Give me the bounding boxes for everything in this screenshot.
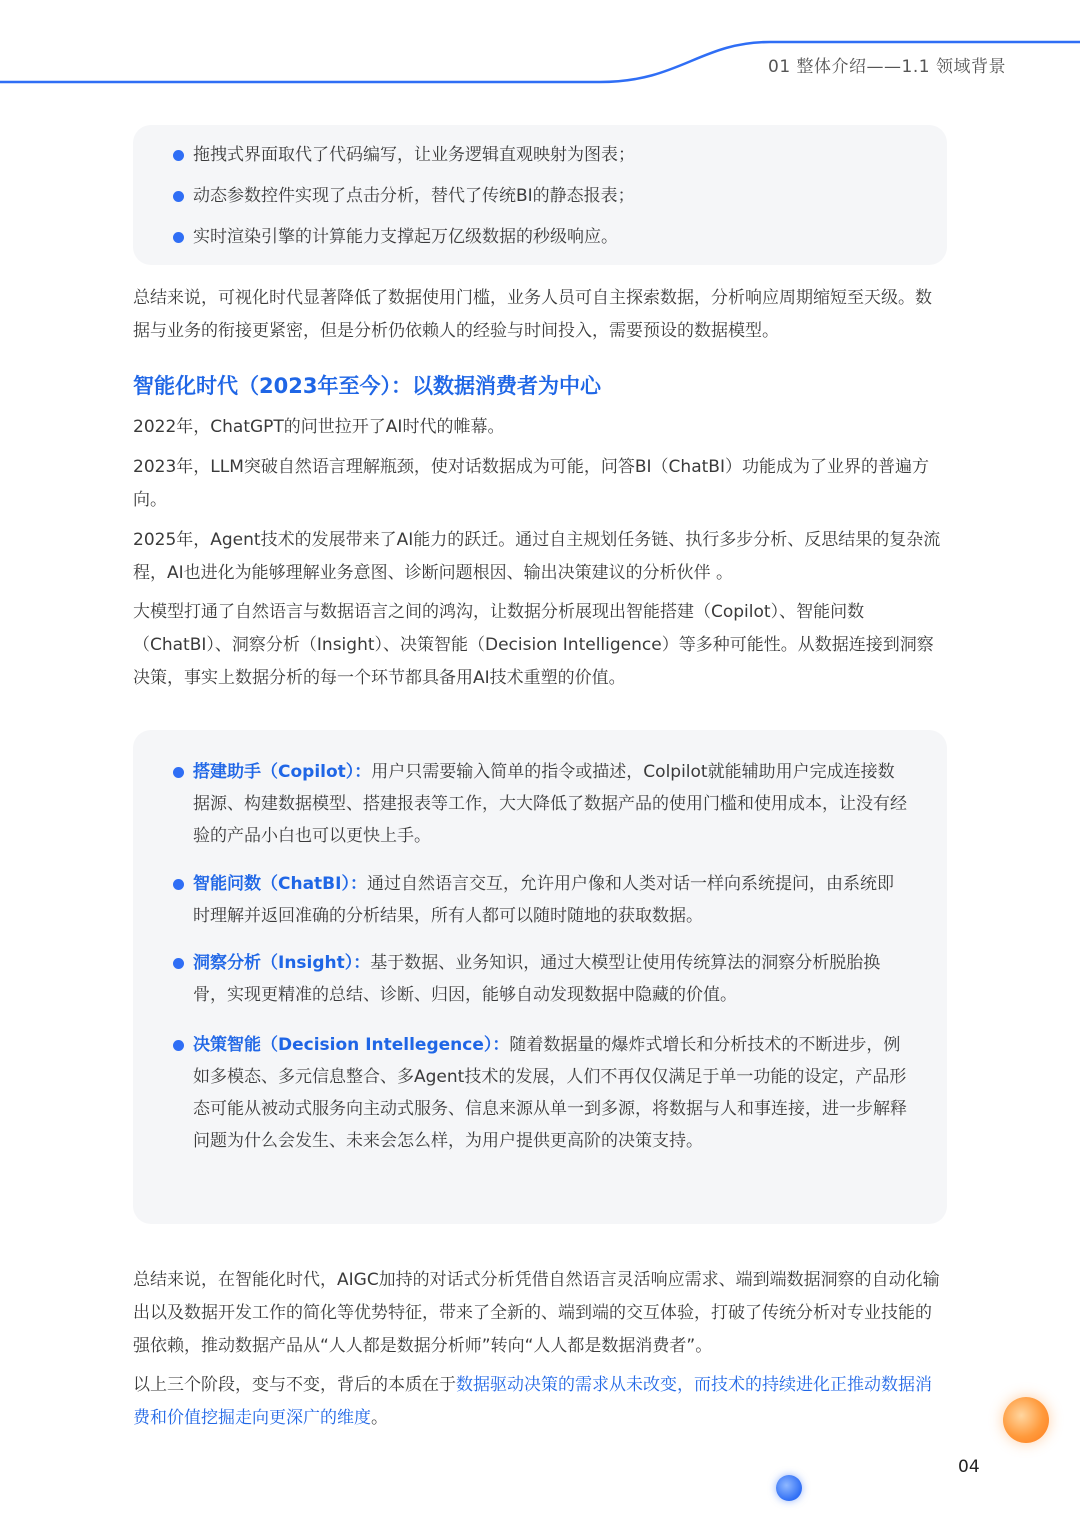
bullet-dot-icon [173, 879, 184, 890]
section-title: 智能化时代（2023年至今）：以数据消费者为中心 [133, 374, 601, 398]
bullet-dot-icon [173, 958, 184, 969]
conclusion-paragraph [133, 1369, 948, 1435]
list-item: 实时渲染引擎的计算能力支撑起万亿级数据的秒级响应。 [173, 221, 907, 253]
list-item: 拖拽式界面取代了代码编写，让业务逻辑直观映射为图表； [173, 139, 907, 171]
paragraph: 大模型打通了自然语言与数据语言之间的鸿沟，让数据分析展现出智能搭建（Copilot）、智能问数（ChatBI）、洞察分析（Insight）、决策智能（Decision Intelligence）等多种可能性。从数据连接到洞察决策，事实上数据分析的每一个环节都具备用AI技术重塑的价值。 [133, 602, 934, 688]
capability-label: 决策智能（Decision Intellegence）： [193, 1035, 510, 1055]
page-number: 04 [958, 1457, 980, 1477]
paragraph: 2022年，ChatGPT的问世拉开了AI时代的帷幕。 [133, 417, 505, 437]
summary-paragraph: 总结来说，在智能化时代，AIGC加持的对话式分析凭借自然语言灵活响应需求、端到端数据洞察的自动化输出以及数据开发工作的简化等优势特征，带来了全新的、端到端的交互体验，打破了传统分析对专业技能的强依赖，推动数据产品从“人人都是数据分析师”转向“人人都是数据消费者”。 [133, 1270, 940, 1356]
conclusion-highlight: 数据驱动决策的需求从未改变，而技术的持续进化正推动数据消费和价值挖掘走向更深广的维度 [133, 1375, 932, 1428]
bullet-dot-icon [173, 150, 184, 161]
orange-orb-decoration [1003, 1397, 1049, 1443]
list-item: 动态参数控件实现了点击分析，替代了传统BI的静态报表； [173, 180, 907, 212]
capability-label: 智能问数（ChatBI）： [193, 874, 367, 894]
feature-list-box [133, 125, 947, 265]
capability-item [173, 1029, 907, 1157]
capability-item [173, 868, 907, 932]
conclusion-prefix: 以上三个阶段，变与不变，背后的本质在于 [133, 1375, 456, 1395]
capabilities-box [133, 730, 947, 1224]
capability-item [173, 947, 907, 1011]
capability-label: 搭建助手（Copilot）： [193, 762, 372, 782]
paragraph: 2025年，Agent技术的发展带来了AI能力的跃迁。通过自主规划任务链、执行多步分析、反思结果的复杂流程，AI也进化为能够理解业务意图、诊断问题根因、输出决策建议的分析伙伴 。 [133, 530, 941, 583]
conclusion-suffix: 。 [371, 1408, 388, 1428]
capability-label: 洞察分析（Insight）： [193, 953, 371, 973]
bullet-dot-icon [173, 232, 184, 243]
capability-text: 随着数据量的爆炸式增长和分析技术的不断进步，例如多模态、多元信息整合、多Agent技术的发展，人们不再仅仅满足于单一功能的设定，产品形态可能从被动式服务向主动式服务、信息来源从单一到多源，将数据与人和事连接，进一步解释问题为什么会发生、未来会怎么样，为用户提供更高阶的决策支持。 [193, 1035, 907, 1151]
bullet-dot-icon [173, 767, 184, 778]
capability-item [173, 756, 907, 852]
capability-text: 基于数据、业务知识，通过大模型让使用传统算法的洞察分析脱胎换骨，实现更精准的总结、诊断、归因，能够自动发现数据中隐藏的价值。 [193, 953, 881, 1005]
capability-text: 通过自然语言交互，允许用户像和人类对话一样向系统提问，由系统即时理解并返回准确的分析结果，所有人都可以随时随地的获取数据。 [193, 874, 894, 926]
capability-text: 用户只需要输入简单的指令或描述，Colpilot就能辅助用户完成连接数据源、构建数据模型、搭建报表等工作，大大降低了数据产品的使用门槛和使用成本，让没有经验的产品小白也可以更快上手。 [193, 762, 907, 846]
bullet-dot-icon [173, 1040, 184, 1051]
summary-paragraph: 总结来说，可视化时代显著降低了数据使用门槛，业务人员可自主探索数据，分析响应周期缩短至天级。数据与业务的衔接更紧密，但是分析仍依赖人的经验与时间投入，需要预设的数据模型。 [133, 288, 932, 341]
paragraph: 2023年，LLM突破自然语言理解瓶颈，使对话数据成为可能，问答BI（ChatBI）功能成为了业界的普遍方向。 [133, 457, 929, 510]
blue-orb-decoration [776, 1475, 802, 1501]
header-curve-decoration [0, 0, 1080, 100]
bullet-dot-icon [173, 191, 184, 202]
breadcrumb: 01 整体介绍——1.1 领域背景 [768, 57, 1006, 77]
